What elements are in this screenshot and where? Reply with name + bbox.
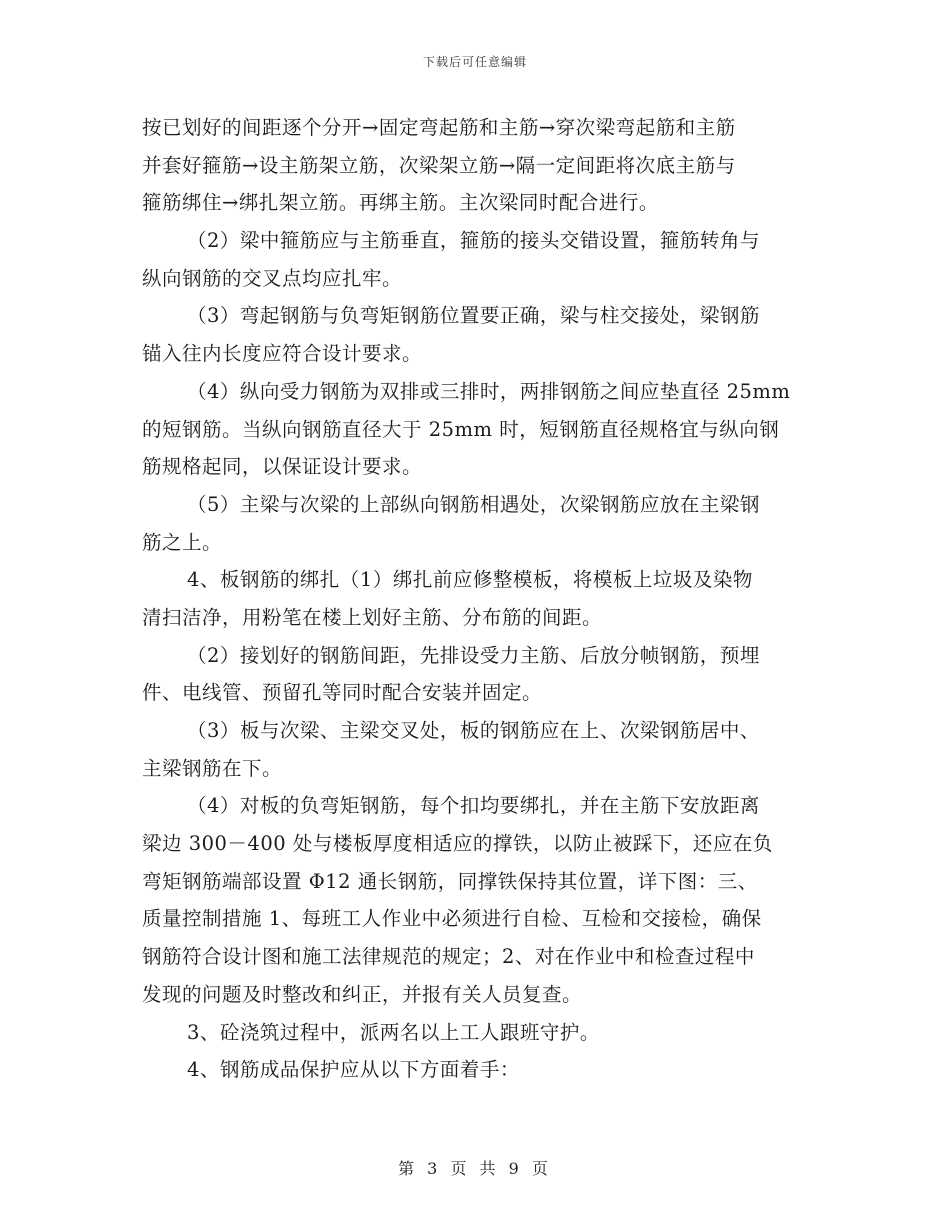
text-line: 箍筋绑住→绑扎架立筋。再绑主筋。主次梁同时配合进行。 xyxy=(142,191,659,215)
page-header: 下载后可任意编辑 xyxy=(422,55,527,69)
text-line: 钢筋符合设计图和施工法律规范的规定；2、对在作业中和检查过程中 xyxy=(142,945,755,969)
text-line: 筋规格起同，以保证设计要求。 xyxy=(142,455,423,479)
text-line: （3）弯起钢筋与负弯矩钢筋位置要正确，梁与柱交接处，梁钢筋 xyxy=(187,304,760,328)
text-line: 的短钢筋。当纵向钢筋直径大于 25mm 时，短钢筋直径规格宜与纵向钢 xyxy=(142,417,780,441)
text-line: 质量控制措施 1、每班工人作业中必须进行自检、互检和交接检，确保 xyxy=(142,907,762,931)
text-line: （2）接划好的钢筋间距，先排设受力主筋、后放分帧钢筋，预埋 xyxy=(187,643,760,667)
page-footer: 第 3 页 共 9 页 xyxy=(398,1159,552,1178)
text-line: 弯矩钢筋端部设置 Φ12 通长钢筋，同撑铁保持其位置，详下图：三、 xyxy=(142,869,758,893)
text-line: 清扫洁净，用粉笔在楼上划好主筋、分布筋的间距。 xyxy=(142,605,603,629)
text-line: 发现的问题及时整改和纠正，并报有关人员复查。 xyxy=(142,982,583,1006)
text-line: 梁边 300－400 处与楼板厚度相适应的撑铁，以防止被踩下，还应在负 xyxy=(142,832,773,856)
text-line: 主梁钢筋在下。 xyxy=(142,756,283,780)
text-line: 3、砼浇筑过程中，派两名以上工人跟班守护。 xyxy=(187,1020,600,1044)
text-line: 件、电线管、预留孔等同时配合安装并固定。 xyxy=(142,681,543,705)
document-body xyxy=(142,109,812,1089)
text-line: 4、钢筋成品保护应从以下方面着手： xyxy=(187,1058,520,1082)
text-line: 并套好箍筋→设主筋架立筋，次梁架立筋→隔一定间距将次底主筋与 xyxy=(142,153,736,177)
text-line: （4）纵向受力钢筋为双排或三排时，两排钢筋之间应垫直径 25mm xyxy=(187,379,791,403)
text-line: 4、板钢筋的绑扎（1）绑扎前应修整模板，将模板上垃圾及染物 xyxy=(187,568,753,592)
text-line: 筋之上。 xyxy=(142,530,223,554)
text-line: 按已划好的间距逐个分开→固定弯起筋和主筋→穿次梁弯起筋和主筋 xyxy=(142,116,736,139)
text-line: （4）对板的负弯矩钢筋，每个扣均要绑扎，并在主筋下安放距离 xyxy=(187,794,760,818)
text-line: （3）板与次梁、主梁交叉处，板的钢筋应在上、次梁钢筋居中、 xyxy=(187,719,760,742)
text-line: 锚入往内长度应符合设计要求。 xyxy=(142,342,423,366)
text-line: （2）梁中箍筋应与主筋垂直，箍筋的接头交错设置，箍筋转角与 xyxy=(187,229,760,253)
text-line: （5）主梁与次梁的上部纵向钢筋相遇处，次梁钢筋应放在主梁钢 xyxy=(187,492,760,516)
text-line: 纵向钢筋的交叉点均应扎牢。 xyxy=(142,266,403,290)
